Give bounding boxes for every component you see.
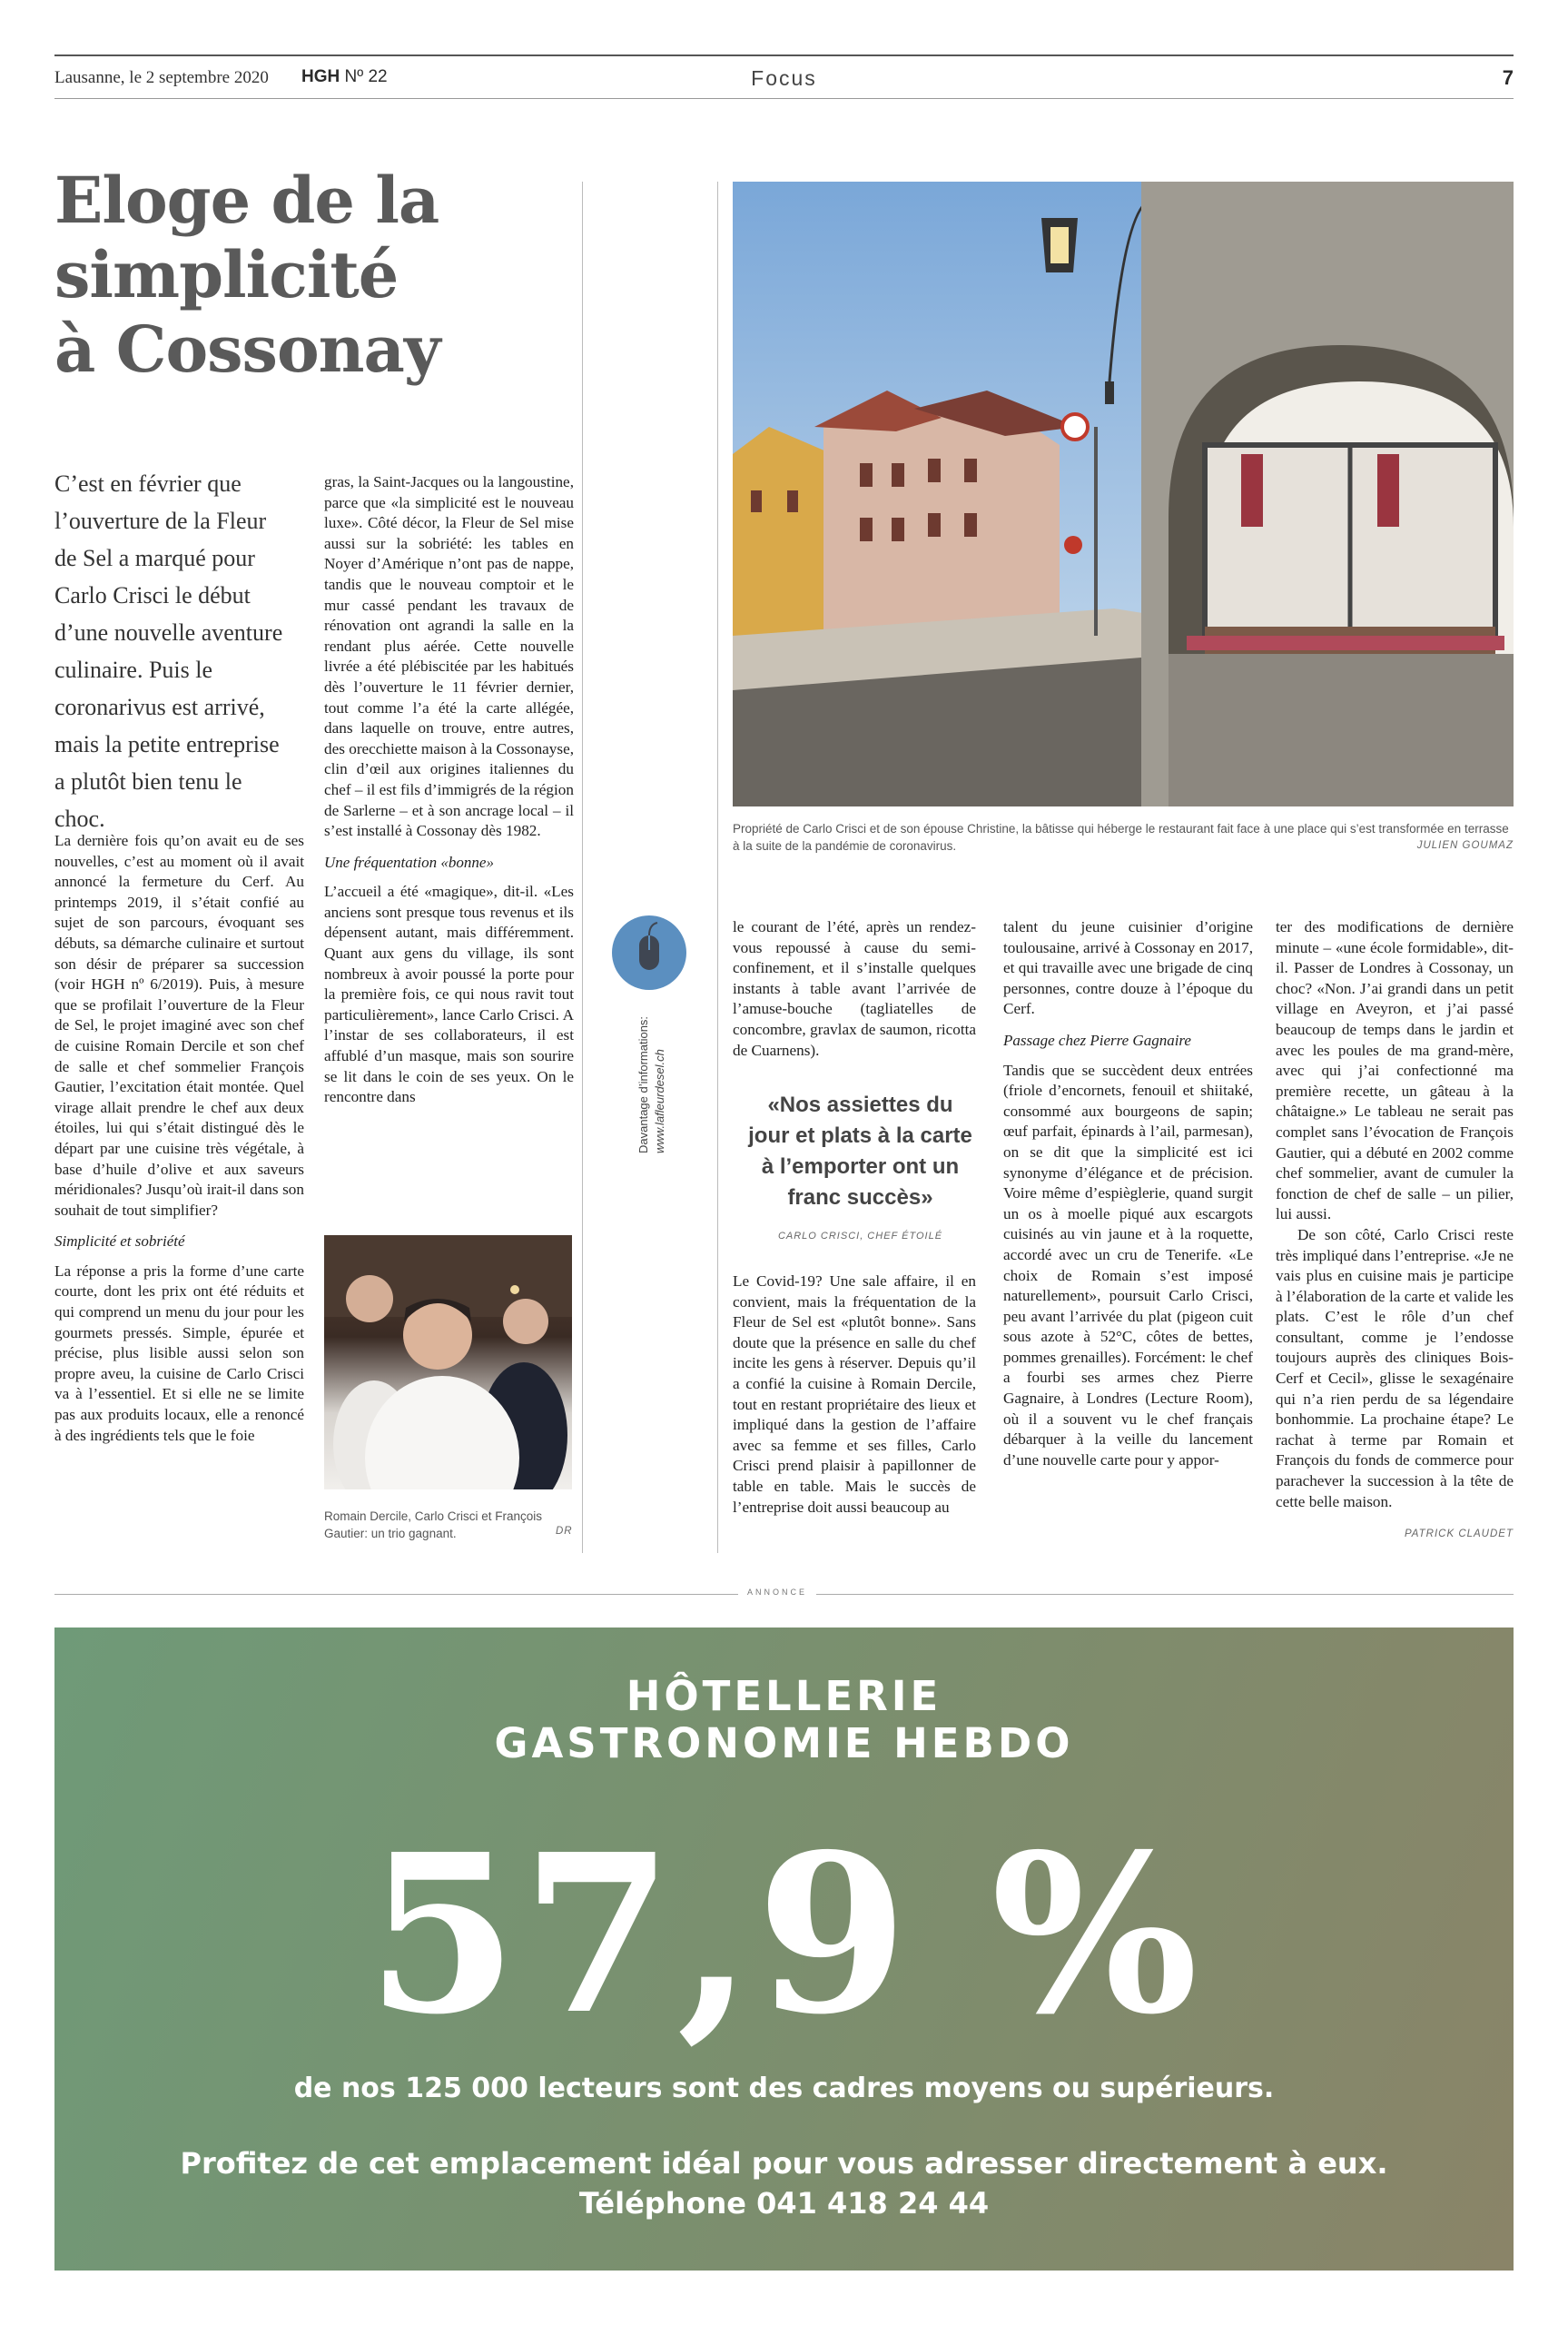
col4-paragraph-2: Tandis que se succèdent deux entrées (friole d’encornets, fenouil et shiitaké, consommé aux bourgeons de sapin; œuf parfait, épinards à l’ail, parmesan), on se dit que la simplicité est ici synonyme d’élégance et de précision. Voire même d’espièglerie, quand surgit un os à moelle piqué aux escargots cuisinés au vin jaune et à la roquette, accordé avec un cru de Tenerife. «Le choix de Romain s’est imposé naturellement», poursuit Carlo Crisci, peu avant l’arrivée du plat (pigeon cuit sous azote à 52°C, côtes de bettes, pommes grenailles). Forcément: le chef a fourbi ses armes chez Pierre Gagnaire, à Londres (Lecture Room), où il a souvent vu le chef français débarquer à la veille du lancement d’une nouvelle carte pour y appor- (1003, 1061, 1253, 1469)
main-photo-caption: Propriété de Carlo Crisci et de son épouse Christine, la bâtisse qui héberge le restaurant fait face à une place qui s’est transformée en terrasse à la suite de la pandémie de coronavirus. (733, 822, 1509, 853)
team-photo-caption: Romain Dercile, Carlo Crisci et François Gautier: un trio gagnant. (324, 1509, 543, 1540)
column-rule-right (717, 182, 718, 1553)
info-url[interactable]: www.lafleurdesel.ch (653, 1049, 666, 1153)
col2-paragraph-2: L’accueil a été «magique», dit-il. «Les anciens sont presque tous revenus et ils dépensent autant, mais différemment. Quant aux gens du village, ils sont nombreux à avoir poussé la porte pour la première fois, ce qui nous ravit tout particulièrement», lance Carlo Crisci. A l’instar de ses collaborateurs, il est affublé d’un masque, mais son sourire se lit dans le coin de ses yeux. On le rencontre dans (324, 883, 574, 1106)
article-column-3-continued (733, 1271, 976, 1518)
col4-paragraph-1: talent du jeune cuisinier d’origine toulousaine, arrivé à Cossonay en 2017, et qui travaille avec une brigade de cinq personnes, contre douze à l’époque du Cerf. (1003, 918, 1253, 1018)
header-section: Focus (751, 66, 817, 90)
ad-call-to-action (54, 2143, 1514, 2223)
title-line-1: Eloge de la (54, 163, 439, 238)
info-label: Davantage d’informations: (636, 1015, 650, 1153)
title-line-3: à Cossonay (54, 312, 440, 387)
article-lede: C’est en février que l’ouverture de la Fleur de Sel a marqué pour Carlo Crisci le début d’une nouvelle aventure culinaire. Puis le coronarivus est arrivé, mais la petite entreprise a plutôt bien tenu le choc. (54, 470, 283, 832)
header-top-rule (54, 54, 1514, 56)
pull-quote-credit: CARLO CRISCI, CHEF ÉTOILÉ (777, 1231, 943, 1242)
main-photo-credit: JULIEN GOUMAZ (1416, 840, 1514, 851)
header-bottom-rule (54, 98, 1514, 99)
page-number: 7 (1502, 66, 1514, 89)
team-photo-credit: DR (556, 1526, 573, 1537)
col2-paragraph-1: gras, la Saint-Jacques ou la langoustine, parce que «la simplicité est le nouveau luxe». Côté décor, la Fleur de Sel mise aussi sur la sobriété: les tables en Noyer d’Amérique n’ont pas de nappe, tandis que le nouveau comptoir et le mur cassé pendant les travaux de rénovation ont agrandi la salle en la rendant plus aérée. Cette nouvelle livrée a été plébiscitée par les habitués dès l’ouverture le 11 février dernier, tout comme l’a été la carte allégée, dans laquelle on trouve, entre autres, des orecchiette maison à la Cossonayse, clin d’œil aux origines italiennes du chef – il est fils d’immigrés de la région de Sarlerne – et à son ancrage local – il s’est installé à Cossonay dès 1982. (324, 473, 574, 840)
col5-paragraph-1: ter des modifications de dernière minute – «une école formidable», dit-il. Passer de Londres à Cossonay, un choc? «Non. J’ai grandi dans un petit village en Aveyron, et j’ai passé beaucoup de temps dans le jardin et avec les poules de ma grand-mère, avec qui j’ai confectionné ma première recette, un gâteau à la châtaigne.» Le tableau ne serait pas complet sans l’évocation de François Gautier, qui a débuté en 2002 comme chef sommelier, avant de cumuler la fonction de chef de salle – un pilier, lui aussi. (1276, 918, 1514, 1223)
article-column-4 (1003, 917, 1253, 1470)
pull-quote: «Nos assiettes du jour et plats à la carte à l’emporter ont un franc succès» (748, 1093, 972, 1210)
ad-subtitle: de nos 125 000 lecteurs sont des cadres moyens ou supérieurs. (293, 2073, 1275, 2104)
ad-phone[interactable]: Téléphone 041 418 24 44 (578, 2186, 990, 2221)
column-rule-left (582, 182, 583, 1553)
col2-subhead: Une fréquentation «bonne» (324, 853, 494, 871)
col1-paragraph-2: La réponse a pris la forme d’une carte courte, dont les prix ont été réduits et qui comprend un menu du jour pour les gourmets pressés. Simple, épurée et précise, plus lisible aussi selon son propre aveu, la cuisine de Carlo Crisci va à l’essentiel. Et si elle ne se limite pas aux produits locaux, elle a renoncé à des ingrédients tels que le foie (54, 1261, 304, 1444)
team-photo-illustration (324, 1235, 572, 1489)
article-column-3 (733, 917, 976, 1061)
col4-subhead: Passage chez Pierre Gagnaire (1003, 1031, 1191, 1049)
ad-cta-line: Profitez de cet emplacement idéal pour vous adresser directement à eux. (180, 2146, 1388, 2181)
ad-brand-line-2: GASTRONOMIE HEBDO (494, 1719, 1074, 1767)
header-issue-number: Nº 22 (344, 67, 388, 86)
col1-subhead: Simplicité et sobriété (54, 1232, 185, 1251)
article-column-2 (324, 472, 574, 1108)
advertisement[interactable] (54, 1628, 1514, 2271)
main-photo-illustration (733, 182, 1514, 806)
ad-stat: 57,9 % (366, 1806, 1202, 2063)
col3-paragraph-1: le courant de l’été, après un rendez-vous repoussé à cause du semi-confinement, et il s’installe quelques instants à table avant l’arrivée de l’amuse-bouche (tagliatelles de concombre, gravlax de saumon, ricotta de Cuarnens). (733, 918, 976, 1059)
col5-paragraph-2: De son côté, Carlo Crisci reste très impliqué dans l’entreprise. «Je ne vais plus en cuisine mais je participe à l’élaboration de la carte et valide les plats. C’est le rôle d’un chef consultant, comme je l’endosse toujours auprès des cliniques Bois-Cerf et Cecil», glisse le sexagénaire qui n’a rien perdu de sa légendaire bonhommie. La prochaine étape? Le rachat à terme par Romain et François du fonds de commerce pour parachever la succession à la tête de cette belle maison. (1276, 1225, 1514, 1510)
title-line-2: simplicité (54, 237, 399, 312)
main-photo (733, 182, 1514, 806)
ad-brand-line-1: HÔTELLERIE (626, 1672, 942, 1720)
header-pub: HGH (301, 67, 340, 86)
team-photo (324, 1235, 572, 1489)
ad-divider-label: ANNONCE (738, 1588, 816, 1597)
header-date: Lausanne, le 2 septembre 2020 (54, 68, 269, 87)
article-column-5 (1276, 917, 1514, 1512)
info-sidebar (636, 899, 668, 1153)
col3-paragraph-2: Le Covid-19? Une sale affaire, il en convient, mais la fréquentation de la Fleur de Sel est «plutôt bonne». Sans doute que la présence en salle du chef incite les gens à réserver. Depuis qu’il a confié la cuisine à Romain Dercile, tout en restant propriétaire des lieux et impliqué dans la gestion de l’affaire avec sa femme et ses filles, Carlo Crisci prend plaisir à papillonner de table en table. Mais le succès de l’entreprise doit aussi beaucoup au (733, 1272, 976, 1516)
article-title (54, 163, 440, 387)
article-column-1 (54, 831, 304, 1446)
col1-paragraph-1: La dernière fois qu’on avait eu de ses nouvelles, c’est au moment où il avait annoncé la fermeture du Cerf. Au printemps 2019, il s’était confié au sujet de son parcours, évoquant ses débuts, sa démarche culinaire et surtout son désir de préparer sa succession (voir HGH nº 6/2019). Puis, à mesure que se profilait l’ouverture de la Fleur de Sel, le projet imaginé avec son chef de cuisine Romain Dercile et son chef de salle et chef sommelier François Gautier, l’excitation était montée. Quel virage allait prendre le chef aux deux étoiles, lui qui s’était distingué dès le départ par une cuisine très végétale, à base d’huile d’olive et aux saveurs méridionales? Jusqu’où irait-il dans son souhait de tout simplifier? (54, 832, 304, 1219)
article-author: PATRICK CLAUDET (1404, 1529, 1514, 1539)
ad-brand (54, 1673, 1514, 1767)
